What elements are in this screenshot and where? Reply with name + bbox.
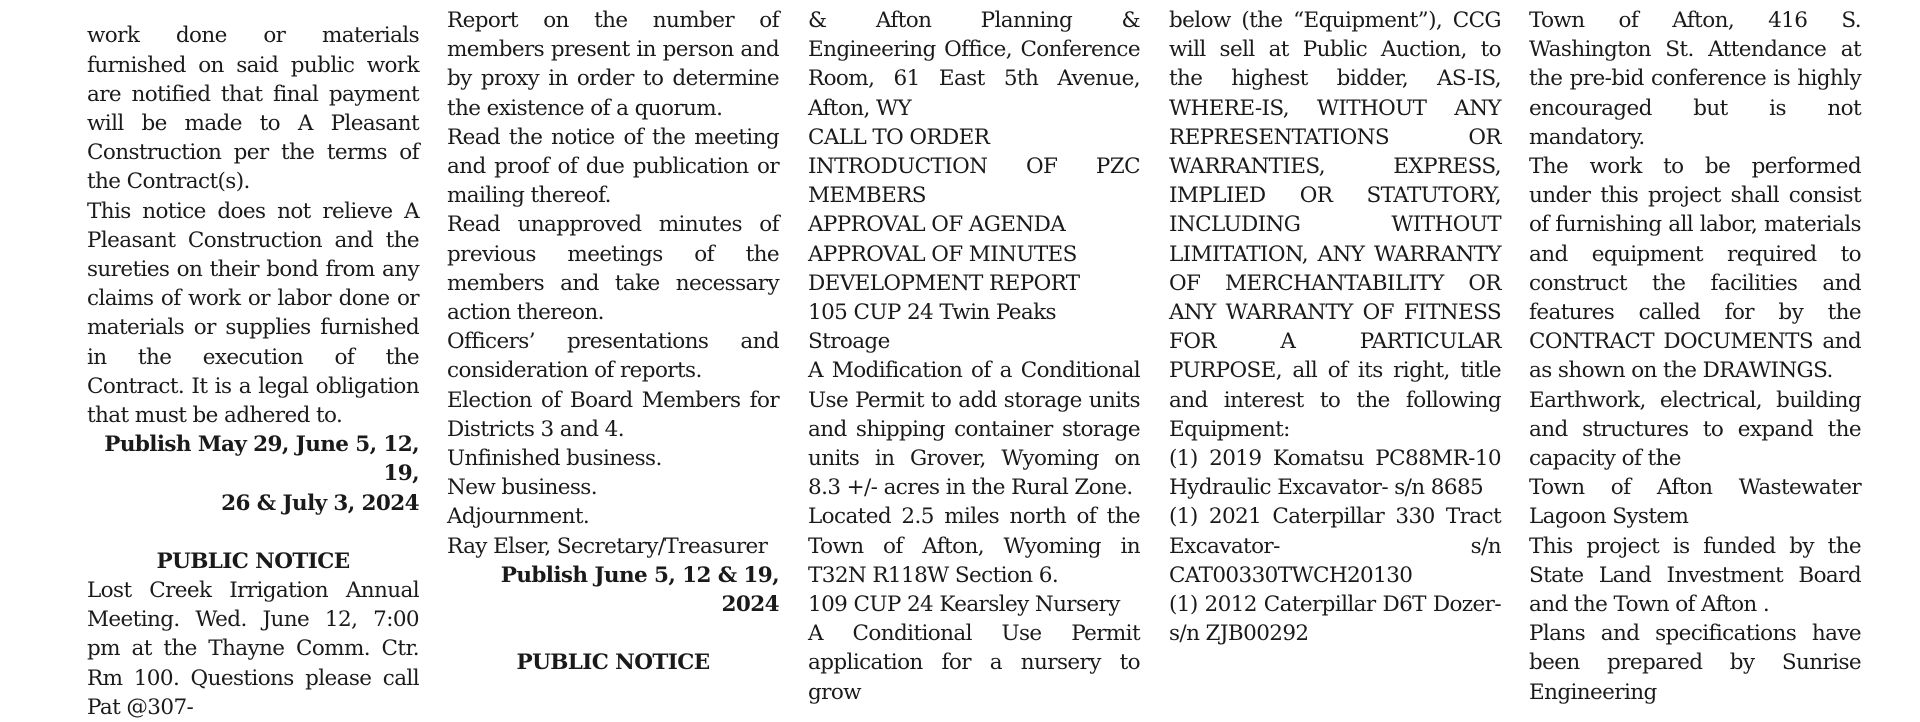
column-5 (1529, 6, 1861, 707)
col3-paragraph-3: Located 2.5 miles north of the Town of Afton, Wyoming in T32N R118W Section 6. (808, 504, 1140, 588)
column-4 (1169, 6, 1501, 648)
col2-public-notice-heading: PUBLIC NOTICE (516, 650, 710, 676)
col1-paragraph-3: Lost Creek Irrigation Annual Meeting. Wed. June 12, 7:00 pm at the Thayne Comm. Ctr. Rm 100. Questions please call Pat @307- (87, 578, 419, 720)
equipment-item-2: (1) 2021 Caterpillar 330 Tract Excavator- s/n CAT00330TWCH20130 (1169, 504, 1501, 588)
agenda-item-2: INTRODUCTION OF PZC MEMBERS (808, 154, 1140, 209)
col2-line-3: Read unapproved minutes of previous meetings of the members and take necessary action thereon. (447, 212, 779, 326)
col2-line-2: Read the notice of the meeting and proof of due publication or mailing thereof. (447, 124, 779, 209)
public-notice-heading: PUBLIC NOTICE (156, 548, 350, 574)
publish-line-1: Publish May 29, June 5, 12, 19, (104, 432, 419, 487)
column-3 (808, 6, 1140, 707)
agenda-item-5: DEVELOPMENT REPORT (808, 270, 1080, 296)
col1-paragraph-2: This notice does not relieve A Pleasant Construction and the sureties on their bond from any claims of work or labor done or materials or supplies furnished in the execution of the Contract. It is a legal obligation that must be adhered to. (87, 198, 419, 429)
col2-line-5: Election of Board Members for Districts 3 and 4. (447, 387, 779, 442)
col2-line-9: Ray Elser, Secretary/Treasurer (447, 533, 768, 559)
col3-paragraph-4: A Conditional Use Permit application for a nursery to grow (808, 621, 1140, 705)
col2-line-4: Officers’ presentations and consideration of reports. (447, 329, 779, 384)
col3-paragraph-1: & Afton Planning & Engineering Office, Conference Room, 61 East 5th Avenue, Afton, WY (808, 8, 1140, 121)
agenda-item-3: APPROVAL OF AGENDA (808, 212, 1066, 238)
agenda-item-4: APPROVAL OF MINUTES (808, 241, 1077, 267)
col2-line-7: New business. (447, 475, 597, 501)
col5-paragraph-4: Town of Afton Wastewater Lagoon System (1529, 475, 1861, 530)
col1-paragraph-1: work done or materials furnished on said public work are notified that final payment will be made to A Pleasant Construction per the terms of the Contract(s). (87, 23, 419, 195)
col5-paragraph-5: This project is funded by the State Land Investment Board and the Town of Afton . (1529, 533, 1861, 618)
col2-line-8: Adjournment. (447, 504, 590, 530)
column-2 (447, 6, 779, 677)
col2-publish: Publish June 5, 12 & 19, 2024 (500, 562, 779, 618)
col5-paragraph-3: Earthwork, electrical, building and structures to expand the capacity of the (1529, 387, 1861, 472)
col4-paragraph-1: below (the “Equipment”), CCG will sell at Public Auction, to the highest bidder, AS-IS, WHERE-IS, WITHOUT ANY REPRESENTATIONS OR WARRANTIES, EXPRESS, IMPLIED OR STATUTORY, INCLUDING WITHOUT LIMITATION, ANY WARRANTY OF MERCHANTABILITY OR ANY WARRANTY OF FITNESS FOR A PARTICULAR PURPOSE, all of its right, title and interest to the following Equipment: (1169, 8, 1501, 442)
column-1 (87, 0, 419, 722)
col5-paragraph-2: The work to be performed under this project shall consist of furnishing all labor, materials and equipment required to construct the facilities and features called for by the CONTRACT DOCUMENTS and as shown on the DRAWINGS. (1529, 154, 1861, 384)
col3-paragraph-2: A Modification of a Conditional Use Permit to add storage units and shipping container storage units in Grover, Wyoming on 8.3 +/- acres in the Rural Zone. (808, 358, 1140, 501)
agenda-item-6: 105 CUP 24 Twin Peaks Stroage (808, 300, 1056, 355)
col5-paragraph-6: Plans and specifications have been prepared by Sunrise Engineering (1529, 621, 1861, 705)
equipment-item-3: (1) 2012 Caterpillar D6T Dozer- s/n ZJB00292 (1169, 592, 1501, 647)
agenda-item-7: 109 CUP 24 Kearsley Nursery (808, 592, 1120, 618)
col2-line-6: Unfinished business. (447, 446, 662, 472)
agenda-item-1: CALL TO ORDER (808, 124, 990, 150)
col5-paragraph-1: Town of Afton, 416 S. Washington St. Attendance at the pre-bid conference is highly encouraged but is not mandatory. (1529, 8, 1861, 150)
equipment-item-1: (1) 2019 Komatsu PC88MR-10 Hydraulic Excavator- s/n 8685 (1169, 446, 1501, 501)
col2-line-1: Report on the number of members present in person and by proxy in order to determine the existence of a quorum. (447, 8, 779, 121)
publish-line-2: 26 & July 3, 2024 (221, 490, 419, 516)
